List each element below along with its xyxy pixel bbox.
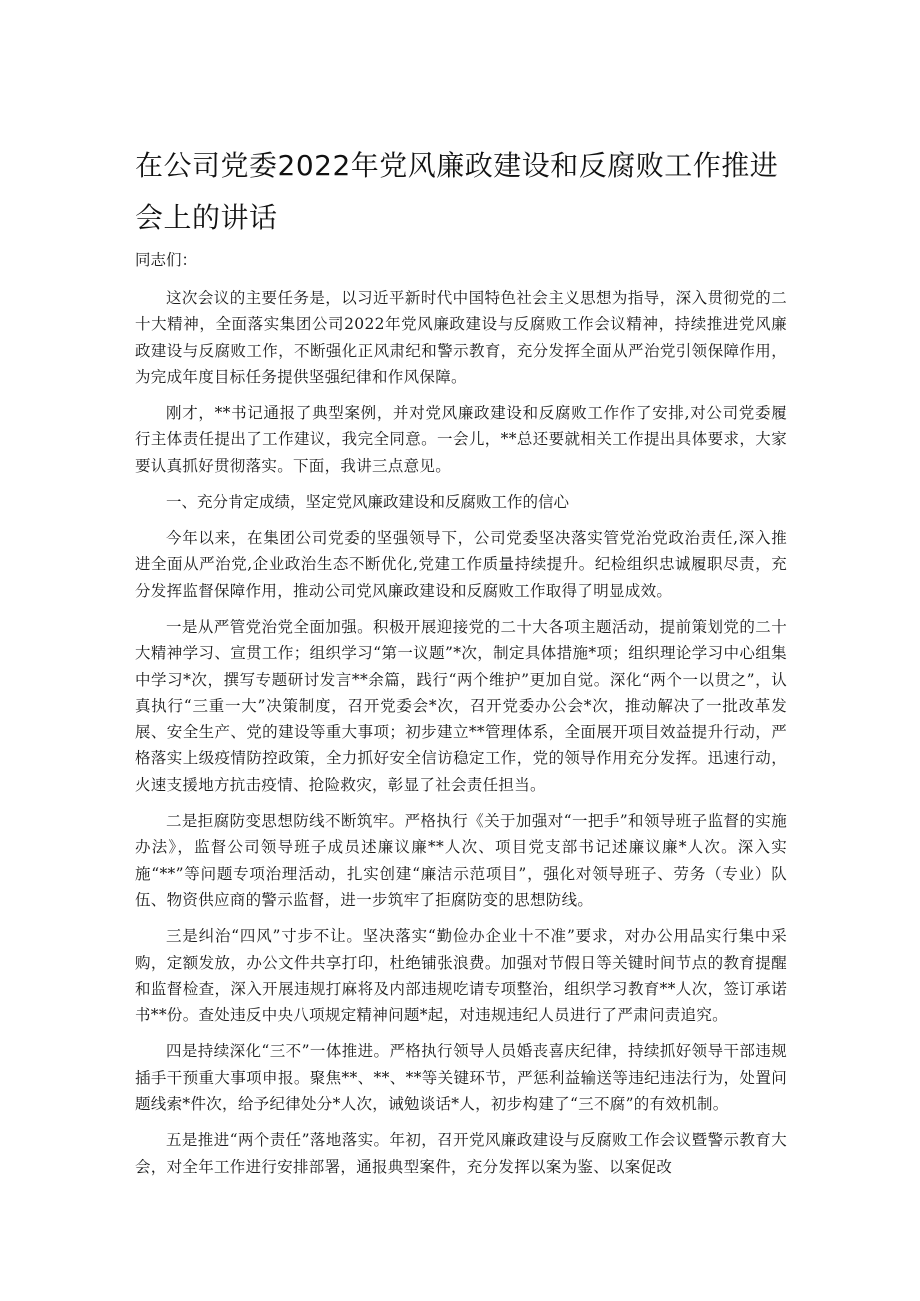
paragraph-point-5: 五是推进“两个责任”落地落实。年初，召开党风廉政建设与反腐败工作会议暨警示教育大会，对全年工作进行安排部署，通报典型案件，充分发挥以案为鉴、以案促改 <box>135 1131 787 1176</box>
section-heading: 一、充分肯定成绩，坚定党风廉政建设和反腐败工作的信心 <box>166 493 570 512</box>
paragraph-point-2: 二是拒腐防变思想防线不断筑牢。严格执行《关于加强对“一把手”和领导班子监督的实施办法》，监督公司领导班子成员述廉议廉**人次、项目党支部书记述廉议廉*人次。深入实施“**”等问题专项治理活动，扎实创建“廉洁示范项目”，强化对领导班子、劳务（专业）队伍、物资供应商的警示监督，进一步筑牢了拒腐防变的思想防线。 <box>135 812 787 909</box>
paragraph-intro: 这次会议的主要任务是，以习近平新时代中国特色社会主义思想为指导，深入贯彻党的二十大精神，全面落实集团公司2022年党风廉政建设与反腐败工作会议精神，持续推进党风廉政建设与反腐败工作，不断强化正风肃纪和警示教育，充分发挥全面从严治党引领保障作用，为完成年度目标任务提供坚强纪律和作风保障。 <box>135 289 787 386</box>
paragraph-remarks: 刚才，**书记通报了典型案例，并对党风廉政建设和反腐败工作作了安排,对公司党委履行主体责任提出了工作建议，我完全同意。一会儿，**总还要就相关工作提出具体要求，大家要认真抓好贯彻落实。下面，我讲三点意见。 <box>135 404 787 475</box>
paragraph-point-3: 三是纠治“四风”寸步不让。坚决落实“勤俭办企业十不准”要求，对办公用品实行集中采购，定额发放，办公文件共享打印，杜绝铺张浪费。加强对节假日等关键时间节点的教育提醒和监督检查，深入开展违规打麻将及内部违规吃请专项整治，组织学习教育**人次，签订承诺书**份。查处违反中央八项规定精神问题*起，对违规违纪人员进行了严肃问责追究。 <box>135 927 787 1025</box>
paragraph-point-4: 四是持续深化“三不”一体推进。严格执行领导人员婚丧喜庆纪律，持续抓好领导干部违规插手干预重大事项申报。聚焦**、**、**等关键环节，严惩利益输送等违纪违法行为，处置问题线索*件次，给予纪律处分*人次，诫勉谈话*人，初步构建了“三不腐”的有效机制。 <box>135 1042 787 1114</box>
greeting: 同志们： <box>135 251 198 269</box>
paragraph-achievements: 今年以来，在集团公司党委的坚强领导下，公司党委坚决落实管党治党政治责任,深入推进全面从严治党,企业政治生态不断优化,党建工作质量持续提升。纪检组织忠诚履职尽责，充分发挥监督保障作用，推动公司党风廉政建设和反腐败工作取得了明显成效。 <box>135 529 787 600</box>
paragraph-point-1: 一是从严管党治党全面加强。积极开展迎接党的二十大各项主题活动，提前策划党的二十大精神学习、宣贯工作；组织学习“第一议题”*次，制定具体措施*项；组织理论学习中心组集中学习*次，撰写专题研讨发言**余篇，践行“两个维护”更加自觉。深化“两个一以贯之”，认真执行“三重一大”决策制度，召开党委会*次，召开党委办公会*次，推动解决了一批改革发展、安全生产、党的建设等重大事项；初步建立**管理体系，全面展开项目效益提升行动，严格落实上级疫情防控政策，全力抓好安全信访稳定工作，党的领导作用充分发挥。迅速行动，火速支援地方抗击疫情、抢险救灾，彰显了社会责任担当。 <box>135 617 787 794</box>
document-title: 在公司党委2022年党风廉政建设和反腐败工作推进会上的讲话 <box>135 149 779 234</box>
document-body <box>135 247 787 1190</box>
